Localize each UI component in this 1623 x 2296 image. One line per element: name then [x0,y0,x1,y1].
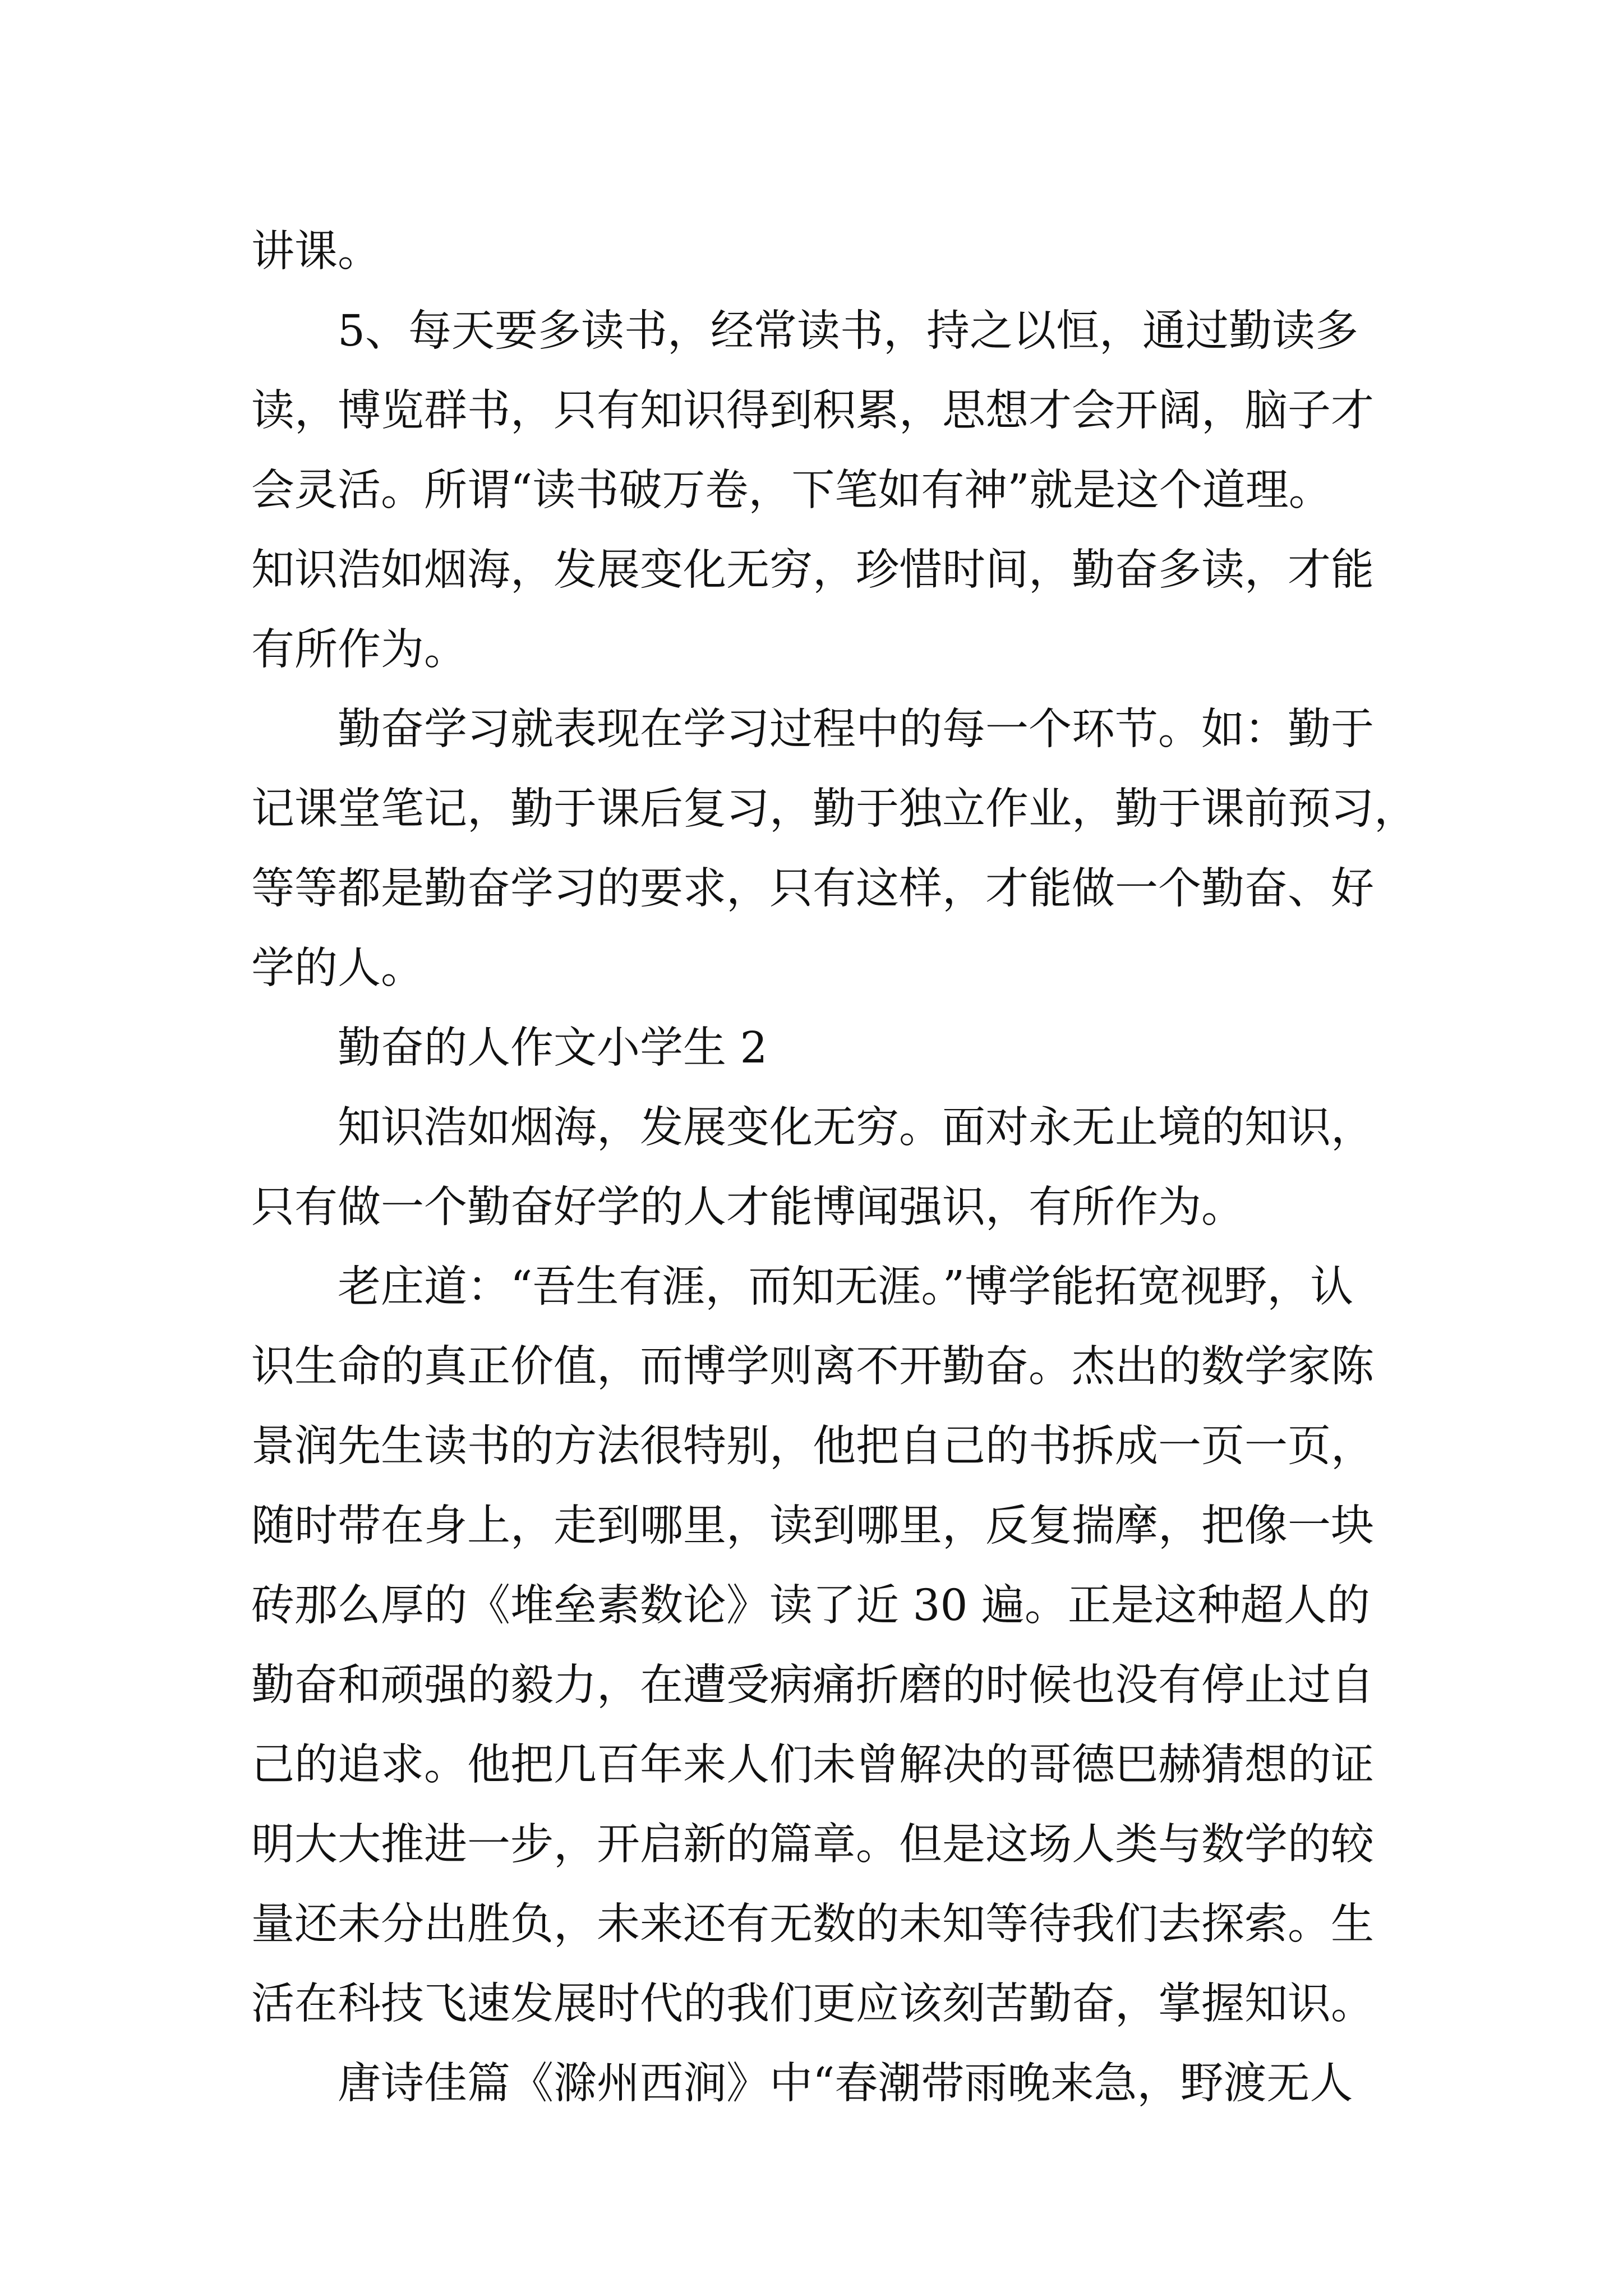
text-line: 识生命的真正价值，而博学则离不开勤奋。杰出的数学家陈 [251,1342,1374,1392]
text-line: 5、每天要多读书，经常读书，持之以恒，通过勤读多 [338,306,1358,356]
text-line: 己的追求。他把几百年来人们未曾解决的哥德巴赫猜想的证 [251,1740,1374,1790]
section-heading: 勤奋的人作文小学生 2 [338,1023,768,1073]
text-line: 读，博览群书，只有知识得到积累，思想才会开阔，脑子才 [251,386,1374,436]
text-line: 勤奋学习就表现在学习过程中的每一个环节。如：勤于 [338,705,1374,754]
text-line: 有所作为。 [251,625,467,675]
text-line: 景润先生读书的方法很特别，他把自己的书拆成一页一页， [251,1421,1374,1471]
text-line: 活在科技飞速发展时代的我们更应该刻苦勤奋，掌握知识。 [251,1979,1374,2029]
text-line: 随时带在身上，走到哪里，读到哪里，反复揣摩，把像一块 [251,1501,1374,1551]
text-line: 量还未分出胜负，未来还有无数的未知等待我们去探索。生 [251,1899,1374,1949]
text-line: 记课堂笔记，勤于课后复习，勤于独立作业，勤于课前预习， [251,784,1417,834]
text-line: 知识浩如烟海，发展变化无穷，珍惜时间，勤奋多读，才能 [251,545,1374,595]
text-line: 老庄道：“吾生有涯，而知无涯。”博学能拓宽视野，认 [338,1262,1354,1312]
text-line: 勤奋和顽强的毅力，在遭受病痛折磨的时候也没有停止过自 [251,1660,1374,1710]
text-line: 唐诗佳篇《滁州西涧》中“春潮带雨晚来急，野渡无人 [338,2059,1353,2109]
essay-text [251,212,1417,2124]
text-line: 会灵活。所谓“读书破万卷，下笔如有神”就是这个道理。 [251,466,1332,516]
text-line: 只有做一个勤奋好学的人才能博闻强识，有所作为。 [251,1182,1244,1232]
text-line: 等等都是勤奋学习的要求，只有这样，才能做一个勤奋、好 [251,864,1374,914]
text-line: 学的人。 [251,944,424,993]
text-line: 知识浩如烟海，发展变化无穷。面对永无止境的知识， [338,1103,1374,1153]
text-line: 讲课。 [251,227,381,277]
text-line: 砖那么厚的《堆垒素数论》读了近 30 遍。正是这种超人的 [251,1581,1370,1631]
text-line: 明大大推进一步，开启新的篇章。但是这场人类与数学的较 [251,1820,1374,1870]
